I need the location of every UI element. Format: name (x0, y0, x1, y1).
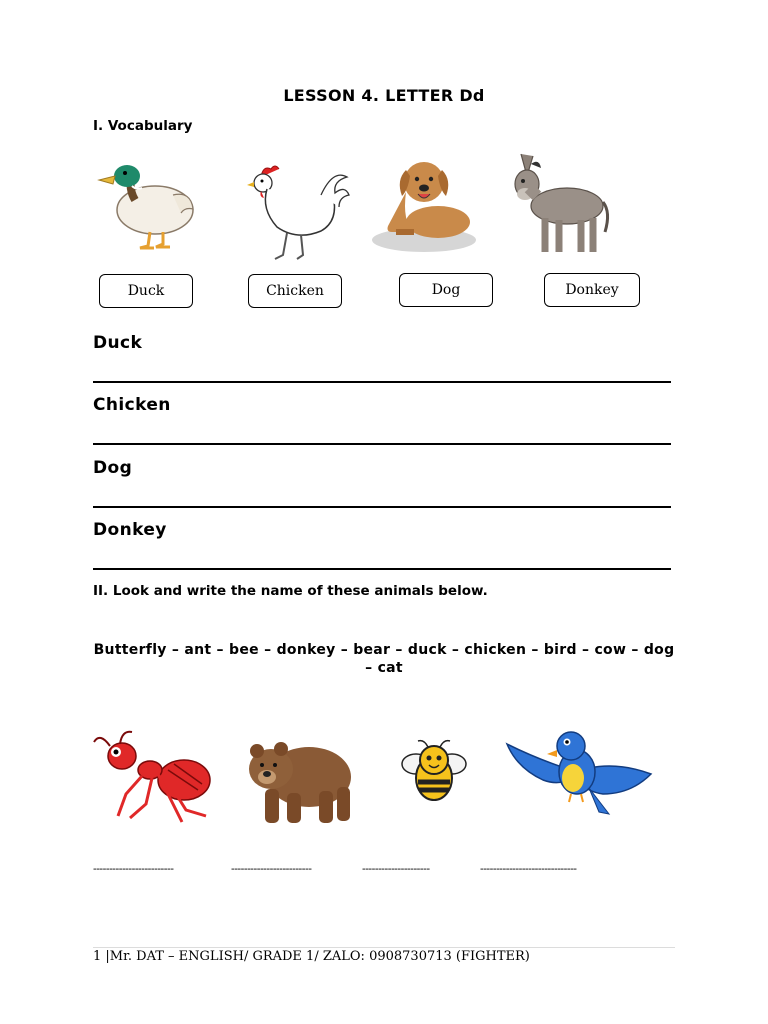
page-footer: 1 |Mr. DAT – ENGLISH/ GRADE 1/ ZALO: 0908730713 (FIGHTER) (93, 949, 530, 964)
chicken-icon (243, 155, 353, 265)
writing-line (93, 443, 671, 445)
page-title: LESSON 4. LETTER Dd (283, 86, 485, 105)
answer-blank-ant[interactable]: ------------------------- (93, 862, 174, 875)
donkey-icon (507, 148, 617, 258)
answer-blank-bear[interactable]: ------------------------- (231, 862, 312, 875)
writing-line (93, 381, 671, 383)
practice-word-donkey: Donkey (93, 520, 167, 540)
section-heading-vocabulary: I. Vocabulary (93, 118, 193, 134)
label-donkey: Donkey (544, 273, 640, 307)
section-heading-look-and-write: II. Look and write the name of these animals below. (93, 583, 488, 599)
practice-word-chicken: Chicken (93, 395, 171, 415)
practice-word-dog: Dog (93, 458, 133, 478)
duck-icon (95, 150, 205, 260)
label-duck: Duck (99, 274, 193, 308)
dog-icon (366, 152, 476, 262)
label-dog: Dog (399, 273, 493, 307)
label-chicken: Chicken (248, 274, 342, 308)
writing-line (93, 506, 671, 508)
practice-word-duck: Duck (93, 333, 143, 353)
ant-icon (92, 728, 216, 826)
bird-icon (505, 728, 653, 818)
writing-line (93, 568, 671, 570)
bee-icon (396, 738, 472, 804)
answer-blank-bee[interactable]: --------------------- (362, 862, 430, 875)
word-bank: Butterfly – ant – bee – donkey – bear – duck – chicken – bird – cow – dog – cat (93, 642, 675, 676)
bear-icon (245, 733, 357, 825)
answer-blank-bird[interactable]: ------------------------------ (480, 862, 577, 875)
footer-divider (93, 947, 675, 948)
